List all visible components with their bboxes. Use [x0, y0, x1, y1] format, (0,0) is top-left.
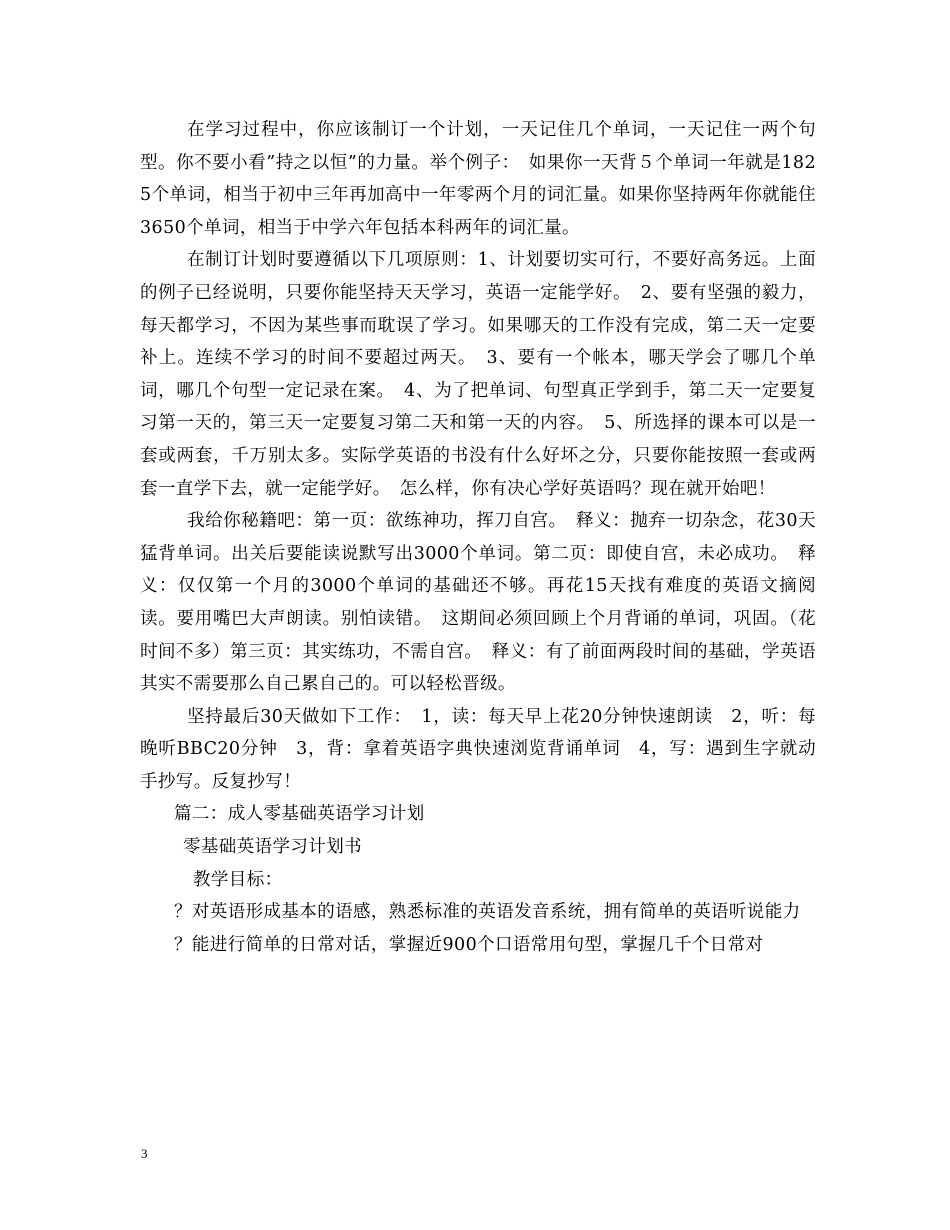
goals-heading: 教学目标：	[193, 869, 283, 890]
goal-item-1: ？对英语形成基本的语感，熟悉标准的英语发音系统，拥有简单的英语听说能力	[174, 902, 801, 923]
goal-item-2: ？能进行简单的日常对话，掌握近900个口语常用句型，掌握几千个日常对	[174, 934, 764, 955]
paragraph-final-30-days: 坚持最后30天做如下工作： 1，读：每天早上花20分钟快速朗读 2，听：每晚听BBC20分钟 3，背：拿着英语字典快速浏览背诵单词 4，写：遇到生字就动手抄写。反复抄写！	[140, 706, 816, 792]
paragraph-secret-guide: 我给你秘籍吧：第一页：欲练神功，挥刀自宫。 释义：抛弃一切杂念，花30天猛背单词。出关后要能读说默写出3000个单词。第二页：即使自宫，未必成功。 释义：仅仅第一个月的3000个单词的基础还不够。再花15天找有难度的英语文摘阅读。要用嘴巴大声朗读。别怕读错。 这期间必须回顾上个月背诵的单词，巩固。（花时间不多）第三页：其实练功，不需自宫。 释义：有了前面两段时间的基础，学英语其实不需要那么自己累自己的。可以轻松晋级。	[140, 511, 816, 695]
paragraph-study-plan: 在学习过程中，你应该制订一个计划，一天记住几个单词，一天记住一两个句型。你不要小看”持之以恒”的力量。举个例子： 如果你一天背５个单词一年就是1825个单词，相当于初中三年再加高中一年零两个月的词汇量。如果你坚持两年你就能住3650个单词，相当于中学六年包括本科两年的词汇量。	[140, 120, 816, 238]
document-body	[140, 114, 816, 961]
article-heading: 篇二：成人零基础英语学习计划	[174, 804, 425, 825]
plan-title: 零基础英语学习计划书	[183, 837, 362, 858]
paragraph-plan-principles: 在制订计划时要遵循以下几项原则：1、计划要切实可行，不要好高务远。上面的例子已经说明，只要你能坚持天天学习，英语一定能学好。 2、要有坚强的毅力，每天都学习，不因为某些事而耽误了学习。如果哪天的工作没有完成，第二天一定要补上。连续不学习的时间不要超过两天。 3、要有一个帐本，哪天学会了哪几个单词，哪几个句型一定记录在案。 4、为了把单词、句型真正学到手，第二天一定要复习第一天的，第三天一定要复习第二天和第一天的内容。 5、所选择的课本可以是一套或两套，千万别太多。实际学英语的书没有什么好坏之分，只要你能按照一套或两套一直学下去，就一定能学好。 怎么样，你有决心学好英语吗？现在就开始吧！	[140, 250, 816, 499]
page-number: 3	[141, 1146, 148, 1161]
